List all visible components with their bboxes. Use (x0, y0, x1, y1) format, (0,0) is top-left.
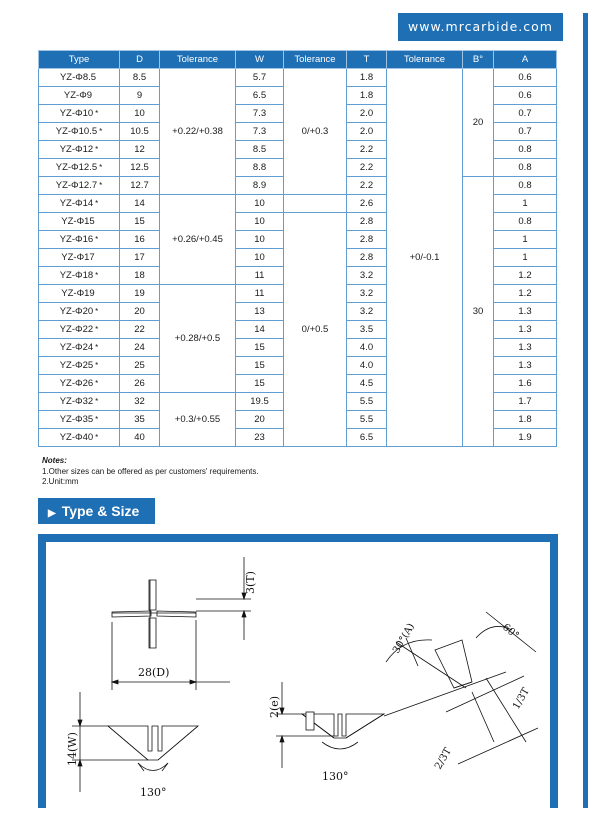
cell-w: 15 (236, 375, 284, 393)
stock-marker: * (95, 109, 99, 118)
type-code: YZ-Φ22 (59, 324, 94, 335)
notes (42, 456, 259, 488)
cell-d: 12.5 (120, 159, 160, 177)
cell-t: 2.0 (347, 105, 387, 123)
type-code: YZ-Φ12.7 (55, 180, 98, 191)
type-code: YZ-Φ17 (61, 252, 95, 263)
cell-type (39, 69, 120, 87)
cell-d: 35 (120, 411, 160, 429)
cell-a: 1.9 (494, 429, 557, 447)
stock-marker: * (95, 415, 99, 424)
cell-t: 2.8 (347, 231, 387, 249)
type-code: YZ-Φ18 (59, 270, 94, 281)
stock-marker: * (95, 325, 99, 334)
cell-d: 18 (120, 267, 160, 285)
cell-a: 1 (494, 249, 557, 267)
cell-t: 4.5 (347, 375, 387, 393)
cell-t: 3.2 (347, 267, 387, 285)
website-banner (398, 13, 563, 41)
cell-t: 2.2 (347, 159, 387, 177)
stock-marker: * (95, 343, 99, 352)
cell-a: 0.6 (494, 87, 557, 105)
table-header-row (39, 51, 557, 69)
col-header-t-tolerance: Tolerance (387, 51, 463, 69)
cell-t: 2.8 (347, 249, 387, 267)
note-line: 2.Unit:mm (42, 477, 79, 486)
cell-a: 0.8 (494, 177, 557, 195)
technical-drawing (46, 542, 550, 808)
cell-d-tolerance: +0.28/+0.5 (160, 285, 236, 393)
figure-panel (46, 542, 550, 808)
cell-a: 1.7 (494, 393, 557, 411)
cell-a: 0.8 (494, 159, 557, 177)
notes-title: Notes: (42, 456, 67, 465)
cell-w: 7.3 (236, 105, 284, 123)
cell-type (39, 141, 120, 159)
cell-w-tolerance: 0/+0.5 (284, 213, 347, 447)
cell-d: 12.7 (120, 177, 160, 195)
w-dimension-label: 14(W) (66, 732, 79, 766)
type-code: YZ-Φ19 (61, 288, 95, 299)
cell-t: 2.0 (347, 123, 387, 141)
cell-w: 6.5 (236, 87, 284, 105)
type-code: YZ-Φ8.5 (59, 72, 97, 83)
cell-type (39, 123, 120, 141)
cell-w: 19.5 (236, 393, 284, 411)
cell-t: 3.5 (347, 321, 387, 339)
type-code: YZ-Φ26 (59, 378, 94, 389)
cell-t: 2.8 (347, 213, 387, 231)
cell-a: 1.3 (494, 339, 557, 357)
stock-marker: * (95, 145, 99, 154)
cell-a: 1.8 (494, 411, 557, 429)
left-side-view (108, 726, 198, 771)
cell-type (39, 357, 120, 375)
cell-t: 2.2 (347, 141, 387, 159)
cell-a: 1.3 (494, 357, 557, 375)
spec-table (38, 50, 557, 447)
type-code: YZ-Φ40 (59, 432, 94, 443)
cell-w: 5.7 (236, 69, 284, 87)
cell-d: 10 (120, 105, 160, 123)
cell-type (39, 249, 120, 267)
stock-marker: * (99, 163, 103, 172)
cell-d: 10.5 (120, 123, 160, 141)
cell-d: 15 (120, 213, 160, 231)
website-url: www.mrcarbide.com (408, 19, 553, 34)
cell-type (39, 339, 120, 357)
type-code: YZ-Φ35 (59, 414, 94, 425)
cell-type (39, 375, 120, 393)
cell-type (39, 105, 120, 123)
stock-marker: * (99, 181, 103, 190)
cell-a: 0.6 (494, 69, 557, 87)
type-code: YZ-Φ16 (59, 234, 94, 245)
cell-w: 8.5 (236, 141, 284, 159)
cell-type (39, 159, 120, 177)
cell-type (39, 195, 120, 213)
cell-w: 7.3 (236, 123, 284, 141)
note-line: 1.Other sizes can be offered as per customers' requirements. (42, 466, 259, 476)
cell-t: 4.0 (347, 357, 387, 375)
cell-a: 0.8 (494, 141, 557, 159)
cell-d: 26 (120, 375, 160, 393)
col-header-b-angle: B° (463, 51, 494, 69)
cell-d: 24 (120, 339, 160, 357)
type-code: YZ-Φ25 (59, 360, 94, 371)
a-angle-label: 30°(A) (391, 621, 417, 656)
cell-type (39, 213, 120, 231)
type-code: YZ-Φ12 (59, 144, 94, 155)
col-header-w-tolerance: Tolerance (284, 51, 347, 69)
cell-a: 1.3 (494, 303, 557, 321)
cell-w: 8.8 (236, 159, 284, 177)
cell-d: 20 (120, 303, 160, 321)
cell-w: 11 (236, 285, 284, 303)
type-code: YZ-Φ14 (59, 198, 94, 209)
cell-w: 10 (236, 231, 284, 249)
cell-w: 10 (236, 249, 284, 267)
two-third-t-label: 2/3T (433, 746, 454, 772)
stock-marker: * (95, 397, 99, 406)
cell-t: 2.2 (347, 177, 387, 195)
cell-type (39, 429, 120, 447)
cell-w: 23 (236, 429, 284, 447)
cell-type (39, 231, 120, 249)
cell-type (39, 411, 120, 429)
type-code: YZ-Φ32 (59, 396, 94, 407)
cell-b-angle: 30 (463, 177, 494, 447)
stock-marker: * (95, 235, 99, 244)
cell-d: 9 (120, 87, 160, 105)
col-header-d-tolerance: Tolerance (160, 51, 236, 69)
angle-60-label: 60° (500, 621, 521, 642)
t-dimension-label: 3(T) (244, 571, 257, 594)
figure-frame (38, 534, 558, 808)
cell-w-tolerance: 0/+0.3 (284, 69, 347, 195)
stock-marker: * (99, 127, 103, 136)
cross-top-view (112, 580, 196, 648)
cell-a: 0.8 (494, 213, 557, 231)
cell-a: 0.7 (494, 105, 557, 123)
cell-t-tolerance: +0/-0.1 (387, 69, 463, 447)
cell-w: 10 (236, 195, 284, 213)
cell-w: 14 (236, 321, 284, 339)
cell-t: 1.8 (347, 87, 387, 105)
table-row (39, 69, 557, 87)
cell-a: 1.2 (494, 267, 557, 285)
type-code: YZ-Φ24 (59, 342, 94, 353)
cell-w: 8.9 (236, 177, 284, 195)
cell-d: 14 (120, 195, 160, 213)
cell-t: 2.6 (347, 195, 387, 213)
col-header-type: Type (39, 51, 120, 69)
cell-w: 11 (236, 267, 284, 285)
cell-type (39, 393, 120, 411)
cell-d: 32 (120, 393, 160, 411)
cell-a: 1.2 (494, 285, 557, 303)
e-dimension-label: 2(e) (268, 695, 281, 718)
type-code: YZ-Φ10 (59, 108, 94, 119)
col-header-w: W (236, 51, 284, 69)
cell-d: 19 (120, 285, 160, 303)
cell-a: 0.7 (494, 123, 557, 141)
cell-w: 15 (236, 339, 284, 357)
cell-t: 3.2 (347, 303, 387, 321)
cell-t: 5.5 (347, 393, 387, 411)
col-header-d: D (120, 51, 160, 69)
cell-d-tolerance: +0.22/+0.38 (160, 69, 236, 195)
cell-w: 13 (236, 303, 284, 321)
stock-marker: * (95, 199, 99, 208)
angle-130-right-label: 130° (322, 770, 349, 783)
cell-a: 1.6 (494, 375, 557, 393)
section-title: Type & Size (61, 503, 140, 519)
cell-a: 1 (494, 231, 557, 249)
spec-table-body (39, 69, 557, 447)
cell-d-tolerance: +0.3/+0.55 (160, 393, 236, 447)
cell-d: 40 (120, 429, 160, 447)
play-triangle-icon: ▶ (48, 508, 56, 519)
cell-w-tolerance (284, 195, 347, 213)
cell-type (39, 285, 120, 303)
section-header (38, 498, 155, 524)
cell-d: 17 (120, 249, 160, 267)
cell-d: 8.5 (120, 69, 160, 87)
cell-t: 3.2 (347, 285, 387, 303)
type-code: YZ-Φ12.5 (55, 162, 98, 173)
cell-d: 22 (120, 321, 160, 339)
cell-d: 25 (120, 357, 160, 375)
stock-marker: * (95, 307, 99, 316)
stock-marker: * (95, 361, 99, 370)
stock-marker: * (95, 379, 99, 388)
d-dimension-label: 28(D) (138, 666, 170, 679)
cell-type (39, 321, 120, 339)
cell-w: 10 (236, 213, 284, 231)
cell-a: 1 (494, 195, 557, 213)
cell-d: 16 (120, 231, 160, 249)
type-code: YZ-Φ20 (59, 306, 94, 317)
cell-w: 15 (236, 357, 284, 375)
cell-a: 1.3 (494, 321, 557, 339)
cell-d: 12 (120, 141, 160, 159)
cell-t: 6.5 (347, 429, 387, 447)
cell-type (39, 303, 120, 321)
type-code: YZ-Φ9 (63, 90, 93, 101)
cell-t: 4.0 (347, 339, 387, 357)
cell-type (39, 87, 120, 105)
col-header-t: T (347, 51, 387, 69)
stock-marker: * (95, 271, 99, 280)
type-code: YZ-Φ15 (61, 216, 95, 227)
type-code: YZ-Φ10.5 (55, 126, 98, 137)
col-header-a: A (494, 51, 557, 69)
cell-t: 1.8 (347, 69, 387, 87)
cell-b-angle: 20 (463, 69, 494, 177)
angle-130-left-label: 130° (140, 786, 167, 799)
right-side-view (302, 712, 384, 749)
cell-w: 20 (236, 411, 284, 429)
stock-marker: * (95, 433, 99, 442)
cell-d-tolerance: +0.26/+0.45 (160, 195, 236, 285)
cell-t: 5.5 (347, 411, 387, 429)
cell-type (39, 267, 120, 285)
page-edge-stripe (583, 13, 588, 808)
third-t-label: 1/3T (511, 686, 532, 712)
cell-type (39, 177, 120, 195)
